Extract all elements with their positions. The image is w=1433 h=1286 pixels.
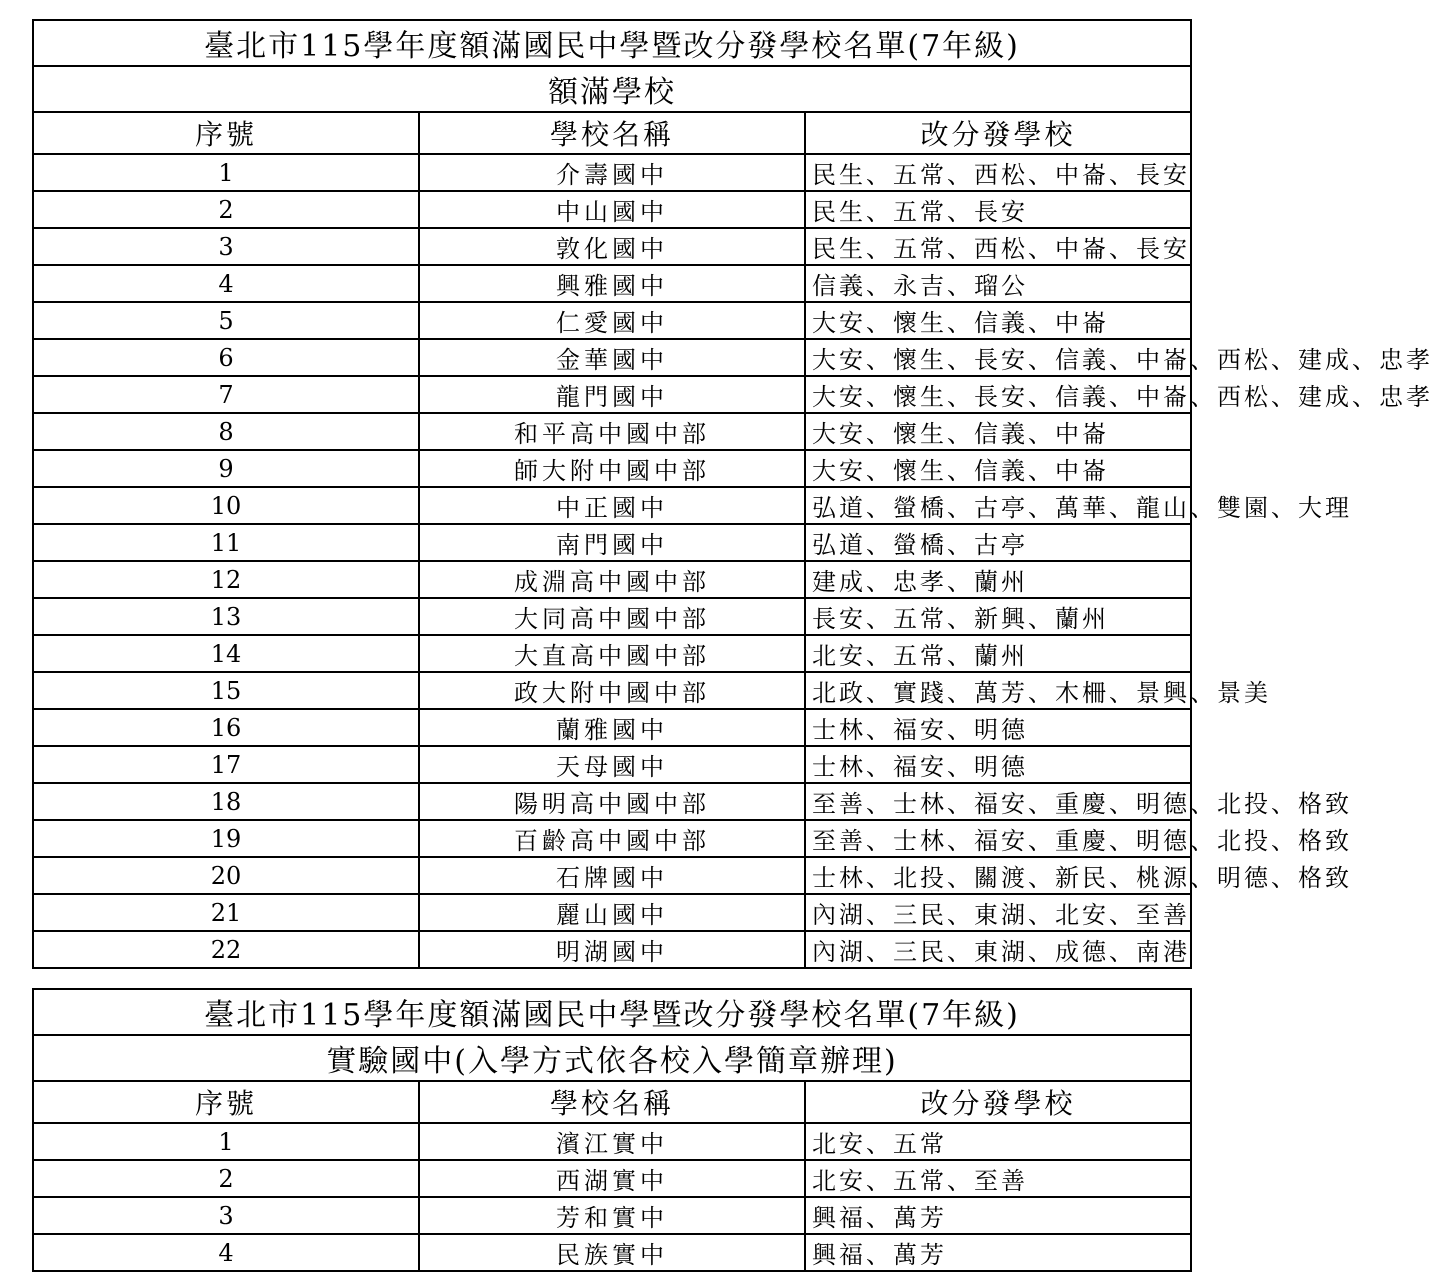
reallocation-schools: 大安、懷生、信義、中崙 [805, 450, 1191, 487]
row-number: 15 [33, 672, 419, 709]
reallocation-schools: 民生、五常、長安 [805, 191, 1191, 228]
school-name: 介壽國中 [419, 154, 805, 191]
school-name: 南門國中 [419, 524, 805, 561]
row-number: 4 [33, 265, 419, 302]
row-number: 14 [33, 635, 419, 672]
table-row [33, 302, 1191, 339]
table-row [33, 228, 1191, 265]
table-row [33, 265, 1191, 302]
full-schools-table [32, 19, 1433, 969]
table-row [33, 487, 1191, 524]
school-name: 敦化國中 [419, 228, 805, 265]
reallocation-schools: 民生、五常、西松、中崙、長安 [805, 154, 1191, 191]
school-name: 成淵高中國中部 [419, 561, 805, 598]
reallocation-schools: 興福、萬芳 [805, 1234, 1191, 1271]
school-name: 天母國中 [419, 746, 805, 783]
experimental-schools-table [32, 988, 1192, 1272]
row-number: 18 [33, 783, 419, 820]
school-name: 興雅國中 [419, 265, 805, 302]
row-number: 2 [33, 191, 419, 228]
reallocation-schools: 大安、懷生、信義、中崙 [805, 413, 1191, 450]
row-number: 10 [33, 487, 419, 524]
school-name: 芳和實中 [419, 1197, 805, 1234]
row-number: 1 [33, 1123, 419, 1160]
reallocation-schools: 大安、懷生、長安、信義、中崙、西松、建成、忠孝 [805, 339, 1191, 376]
row-number: 2 [33, 1160, 419, 1197]
school-name: 蘭雅國中 [419, 709, 805, 746]
school-name: 中正國中 [419, 487, 805, 524]
row-number: 7 [33, 376, 419, 413]
table-row [33, 524, 1191, 561]
row-number: 6 [33, 339, 419, 376]
section-heading: 額滿學校 [33, 66, 1191, 112]
school-name: 政大附中國中部 [419, 672, 805, 709]
reallocation-schools: 信義、永吉、瑠公 [805, 265, 1191, 302]
table-row [33, 635, 1191, 672]
table-row [33, 450, 1191, 487]
section-heading: 實驗國中(入學方式依各校入學簡章辦理) [33, 1035, 1191, 1081]
table-row [33, 154, 1191, 191]
reallocation-schools: 北安、五常、至善 [805, 1160, 1191, 1197]
row-number: 1 [33, 154, 419, 191]
school-name: 大直高中國中部 [419, 635, 805, 672]
reallocation-schools: 北安、五常 [805, 1123, 1191, 1160]
table-row [33, 376, 1191, 413]
table-row [33, 931, 1191, 968]
reallocation-schools: 弘道、螢橋、古亭 [805, 524, 1191, 561]
table-row [33, 1160, 1191, 1197]
reallocation-schools: 大安、懷生、信義、中崙 [805, 302, 1191, 339]
reallocation-schools: 大安、懷生、長安、信義、中崙、西松、建成、忠孝 [805, 376, 1191, 413]
table-row [33, 783, 1191, 820]
school-name: 石牌國中 [419, 857, 805, 894]
row-number: 4 [33, 1234, 419, 1271]
column-header-school: 學校名稱 [419, 112, 805, 154]
row-number: 9 [33, 450, 419, 487]
column-header-number: 序號 [33, 112, 419, 154]
school-name: 金華國中 [419, 339, 805, 376]
reallocation-schools: 士林、福安、明德 [805, 746, 1191, 783]
table-row [33, 709, 1191, 746]
reallocation-schools: 長安、五常、新興、蘭州 [805, 598, 1191, 635]
row-number: 11 [33, 524, 419, 561]
table-row [33, 1123, 1191, 1160]
table-row [33, 1234, 1191, 1271]
school-name: 大同高中國中部 [419, 598, 805, 635]
school-name: 民族實中 [419, 1234, 805, 1271]
school-name: 西湖實中 [419, 1160, 805, 1197]
school-name: 麗山國中 [419, 894, 805, 931]
reallocation-schools: 內湖、三民、東湖、北安、至善 [805, 894, 1191, 931]
table-title: 臺北市115學年度額滿國民中學暨改分發學校名單(7年級) [33, 20, 1191, 66]
column-header-reallocation: 改分發學校 [805, 112, 1191, 154]
row-number: 3 [33, 1197, 419, 1234]
reallocation-schools: 建成、忠孝、蘭州 [805, 561, 1191, 598]
row-number: 22 [33, 931, 419, 968]
school-name: 陽明高中國中部 [419, 783, 805, 820]
row-number: 20 [33, 857, 419, 894]
reallocation-schools: 至善、士林、福安、重慶、明德、北投、格致 [805, 820, 1191, 857]
row-number: 19 [33, 820, 419, 857]
row-number: 5 [33, 302, 419, 339]
table-row [33, 857, 1191, 894]
school-name: 明湖國中 [419, 931, 805, 968]
reallocation-schools: 士林、福安、明德 [805, 709, 1191, 746]
table-row [33, 894, 1191, 931]
reallocation-schools: 北安、五常、蘭州 [805, 635, 1191, 672]
reallocation-schools: 民生、五常、西松、中崙、長安 [805, 228, 1191, 265]
table-row [33, 746, 1191, 783]
school-name: 和平高中國中部 [419, 413, 805, 450]
school-name: 師大附中國中部 [419, 450, 805, 487]
column-header-reallocation: 改分發學校 [805, 1081, 1191, 1123]
school-name: 濱江實中 [419, 1123, 805, 1160]
row-number: 12 [33, 561, 419, 598]
school-name: 龍門國中 [419, 376, 805, 413]
table-row [33, 820, 1191, 857]
column-header-school: 學校名稱 [419, 1081, 805, 1123]
row-number: 17 [33, 746, 419, 783]
row-number: 16 [33, 709, 419, 746]
table-row [33, 598, 1191, 635]
column-header-number: 序號 [33, 1081, 419, 1123]
row-number: 3 [33, 228, 419, 265]
row-number: 8 [33, 413, 419, 450]
table-row [33, 672, 1191, 709]
table-row [33, 413, 1191, 450]
reallocation-schools: 內湖、三民、東湖、成德、南港 [805, 931, 1191, 968]
table-row [33, 1197, 1191, 1234]
row-number: 13 [33, 598, 419, 635]
reallocation-schools: 興福、萬芳 [805, 1197, 1191, 1234]
table-row [33, 561, 1191, 598]
school-name: 百齡高中國中部 [419, 820, 805, 857]
table-row [33, 191, 1191, 228]
school-name: 仁愛國中 [419, 302, 805, 339]
reallocation-schools: 至善、士林、福安、重慶、明德、北投、格致 [805, 783, 1191, 820]
table-row [33, 339, 1191, 376]
table-title: 臺北市115學年度額滿國民中學暨改分發學校名單(7年級) [33, 989, 1191, 1035]
school-name: 中山國中 [419, 191, 805, 228]
row-number: 21 [33, 894, 419, 931]
reallocation-schools: 弘道、螢橋、古亭、萬華、龍山、雙園、大理 [805, 487, 1191, 524]
reallocation-schools: 北政、實踐、萬芳、木柵、景興、景美 [805, 672, 1191, 709]
reallocation-schools: 士林、北投、關渡、新民、桃源、明德、格致 [805, 857, 1191, 894]
